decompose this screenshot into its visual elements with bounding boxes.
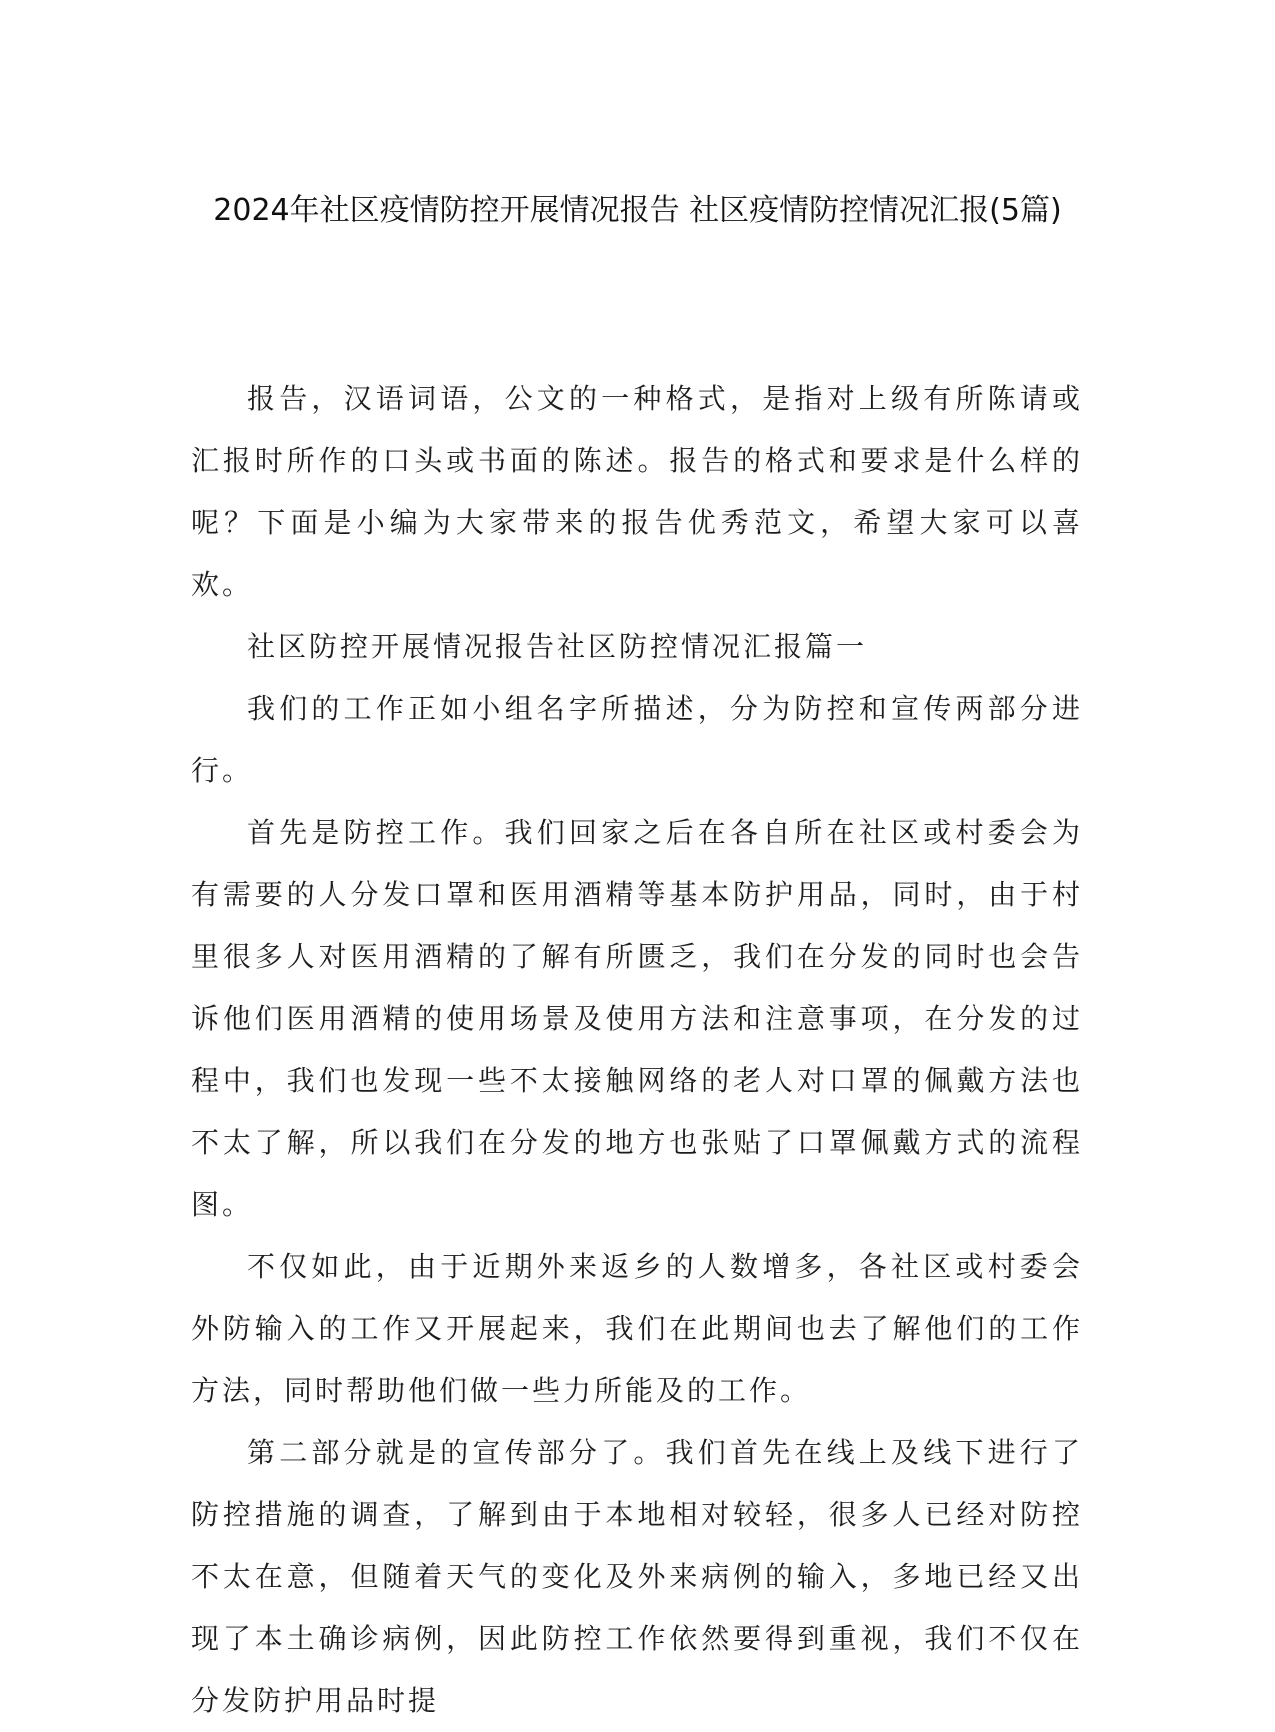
- body-paragraph: 不仅如此，由于近期外来返乡的人数增多，各社区或村委会外防输入的工作又开展起来，我们在此期间也去了解他们的工作方法，同时帮助他们做一些力所能及的工作。: [191, 1250, 1083, 1407]
- section-heading: 社区防控开展情况报告社区防控情况汇报篇一: [247, 630, 868, 663]
- body-paragraph: 我们的工作正如小组名字所描述，分为防控和宣传两部分进行。: [191, 692, 1083, 787]
- body-paragraph: 首先是防控工作。我们回家之后在各自所在社区或村委会为有需要的人分发口罩和医用酒精等基本防护用品，同时，由于村里很多人对医用酒精的了解有所匮乏，我们在分发的同时也会告诉他们医用酒精的使用场景及使用方法和注意事项，在分发的过程中，我们也发现一些不太接触网络的老人对口罩的佩戴方法也不太了解，所以我们在分发的地方也张贴了口罩佩戴方式的流程图。: [191, 816, 1083, 1221]
- intro-paragraph: 报告，汉语词语，公文的一种格式，是指对上级有所陈请或汇报时所作的口头或书面的陈述。报告的格式和要求是什么样的呢？下面是小编为大家带来的报告优秀范文，希望大家可以喜欢。: [191, 382, 1083, 601]
- document-body: [191, 368, 1083, 1732]
- document-title: 2024年社区疫情防控开展情况报告 社区疫情防控情况汇报(5篇): [213, 193, 1062, 228]
- body-paragraph: 第二部分就是的宣传部分了。我们首先在线上及线下进行了防控措施的调查，了解到由于本地相对较轻，很多人已经对防控不太在意，但随着天气的变化及外来病例的输入，多地已经又出现了本土确诊病例，因此防控工作依然要得到重视，我们不仅在分发防护用品时提: [191, 1436, 1083, 1717]
